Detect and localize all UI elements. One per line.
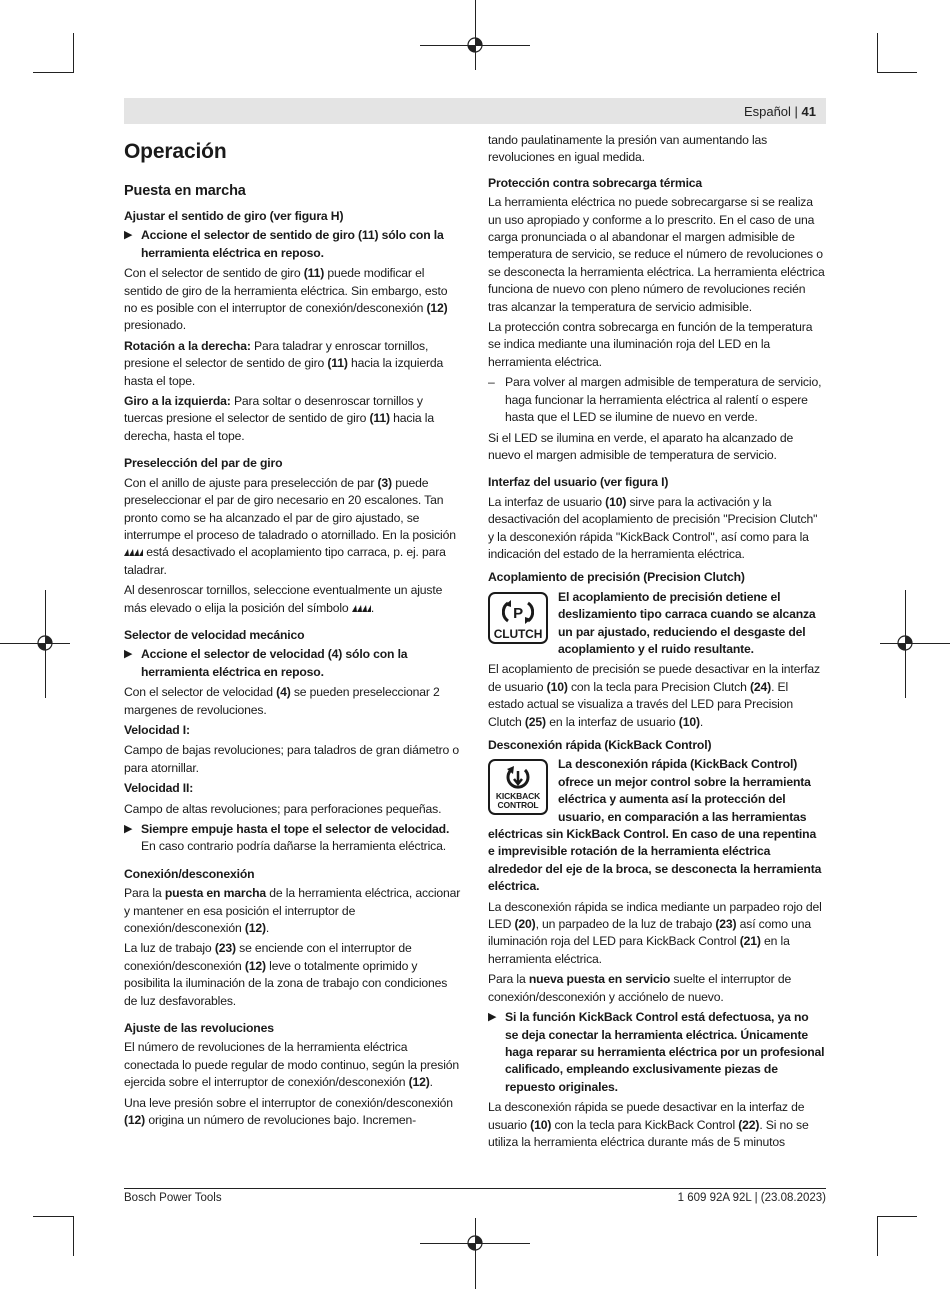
paragraph: La herramienta eléctrica no puede sobrecargarse si se realiza un uso apropiado y conforme a lo prescrito. En el caso de una carga pronunciada o al abandonar el margen admisible de temperatura de servicio, se reduce el número de revoluciones o se desconecta la herramienta eléctrica. La herramienta eléctrica funciona de nuevo con pleno número de revoluciones recién tras alcanzar la temperatura de servicio admisible. <box>488 195 825 314</box>
crop-mark <box>880 643 950 644</box>
page-title: Operación <box>124 140 227 163</box>
crop-mark <box>877 1216 878 1256</box>
paragraph: Campo de bajas revoluciones; para taladros de gran diámetro o para atornillar. <box>124 743 460 775</box>
crop-mark <box>475 1218 476 1289</box>
clutch-icon-label: CLUTCH <box>493 626 543 641</box>
paragraph: La luz de trabajo (23) se enciende con el interruptor de conexión/desconexión (12) leve o totalmente oprimido y posibilita la iluminación de la zona de trabajo con condiciones de luz desfavorables. <box>124 941 448 1008</box>
section-heading: Puesta en marcha <box>124 183 246 199</box>
label: Velocidad I: <box>124 722 190 737</box>
crop-mark <box>877 72 917 73</box>
warning-bullet: ▶ Siempre empuje hasta el tope el selector de velocidad. En caso contrario podría dañarse la herramienta eléctrica. <box>124 821 461 856</box>
header-language: Español <box>743 104 791 119</box>
warning-bullet: ▶ Accione el selector de velocidad (4) sólo con la herramienta eléctrica en reposo. <box>124 646 461 681</box>
paragraph: Con el anillo de ajuste para preselección de par (3) puede preseleccionar el par de giro necesario en 20 escalones. Tan pronto como se ha alcanzado el par de giro ajustado, se interrumpe el proceso de taladrado o atornillado. En la posición está desactivado el acoplamiento tipo carraca, p. ej. para taladrar. <box>124 475 456 577</box>
registration-mark-icon <box>35 633 55 653</box>
left-column <box>124 132 461 1133</box>
clutch-info-block: P CLUTCH El acoplamiento de precisión detiene el deslizamiento tipo carraca cuando se alcanza un par ajustado, reduciendo el desgaste del acoplamiento y el ruido resultante. <box>488 589 825 659</box>
footer-rule <box>124 1188 826 1189</box>
subsection-heading: Acoplamiento de precisión (Precision Clutch) <box>488 570 745 585</box>
crop-mark <box>33 72 73 73</box>
registration-mark-icon <box>465 35 485 55</box>
crop-mark <box>33 1216 73 1217</box>
crop-mark <box>877 1216 917 1217</box>
paragraph: Si el LED se ilumina en verde, el aparato ha alcanzado de nuevo el margen admisible de temperatura de servicio. <box>488 430 794 462</box>
subsection-heading: Protección contra sobrecarga térmica <box>488 175 703 190</box>
paragraph: El acoplamiento de precisión se puede desactivar en la interfaz de usuario (10) con la tecla para Precision Clutch (24). El estado actual se visualiza a través del LED para Precision Clutch (25) en la interfaz de usuario (10). <box>488 662 821 729</box>
warning-bullet: ▶ Accione el selector de sentido de giro (11) sólo con la herramienta eléctrica en reposo. <box>124 227 461 262</box>
paragraph: Con el selector de sentido de giro (11) puede modificar el sentido de giro de la herramienta eléctrica. Sin embargo, esto no es posible con el interruptor de conexión/desconexión (12) presionado. <box>124 266 448 333</box>
paragraph: El número de revoluciones de la herramienta eléctrica conectada lo puede regular de modo continuo, según la presión ejercida sobre el interruptor de conexión/desconexión (12). <box>124 1040 460 1090</box>
subsection-heading: Preselección del par de giro <box>124 456 283 471</box>
subsection-heading: Ajustar el sentido de giro (ver figura H) <box>124 209 344 223</box>
paragraph: Para la puesta en marcha de la herramienta eléctrica, accionar y mantener en esa posición el interruptor de conexión/desconexión (12). <box>124 886 461 936</box>
page-number: 41 <box>801 104 816 119</box>
paragraph: Giro a la izquierda: Para soltar o desenroscar tornillos y tuercas presione el selector de sentido de giro (11) hacia la derecha, hasta el tope. <box>124 394 434 443</box>
right-column <box>488 132 825 1154</box>
paragraph: Campo de altas revoluciones; para perforaciones pequeñas. <box>124 801 442 816</box>
header-text: Español | 41 <box>743 104 816 119</box>
bullet-triangle-icon: ▶ <box>124 229 133 242</box>
subsection-heading: Conexión/desconexión <box>124 866 255 881</box>
kickback-icon-label: KICKBACK CONTROL <box>495 791 541 811</box>
drill-symbol-icon <box>124 548 143 557</box>
paragraph: La interfaz de usuario (10) sirve para la activación y la desactivación del acoplamiento de precisión "Precision Clutch" y la desconexión rápida "KickBack Control", así como para la indicación del estado de la herramienta eléctrica. <box>488 494 818 561</box>
registration-mark-icon <box>465 1233 485 1253</box>
warning-bullet: ▶ Si la función KickBack Control está defectuosa, ya no se deja conectar la herramienta eléctrica. Únicamente haga reparar su herramienta eléctrica por un profesional calificado, empleando exclusivamente piezas de repuesto originales. <box>488 1009 825 1096</box>
crop-mark <box>73 33 74 73</box>
bullet-triangle-icon: ▶ <box>124 823 133 835</box>
paragraph: Con el selector de velocidad (4) se pueden preseleccionar 2 margenes de revoluciones. <box>124 685 440 717</box>
kickback-info-block: KICKBACK CONTROL La desconexión rápida (KickBack Control) ofrece un mejor control sobre la herramienta eléctrica y aumenta así la protección del usuario, en comparación a las herramientas eléctricas sin KickBack Control. En caso de una repentina e imprevisible rotación de la herramienta eléctrica alrededor del eje de la broca, se desconecta la herramienta eléctrica. <box>488 757 822 894</box>
paragraph: Rotación a la derecha: Para taladrar y enroscar tornillos, presione el selector de sentido de giro (11) hacia la izquierda hasta el tope. <box>124 338 444 388</box>
subsection-heading: Desconexión rápida (KickBack Control) <box>488 738 712 752</box>
paragraph: La desconexión rápida se indica mediante un parpadeo rojo del LED (20), un parpadeo de la luz de trabajo (23) así como una iluminación roja del LED para KickBack Control (21) en la herramienta eléctrica. <box>488 899 822 966</box>
subsection-heading: Interfaz del usuario (ver figura I) <box>488 475 669 490</box>
paragraph: Una leve presión sobre el interruptor de conexión/desconexión (12) origina un número de revoluciones bajo. Incremen- <box>124 1095 453 1128</box>
dash-item: – Para volver al margen admisible de temperatura de servicio, haga funcionar la herramienta eléctrica al ralentí o espere hasta que el LED se ilumine de nuevo en verde. <box>488 375 822 425</box>
paragraph: Para la nueva puesta en servicio suelte el interruptor de conexión/desconexión y acciónelo de nuevo. <box>488 972 792 1004</box>
registration-mark-icon <box>895 633 915 653</box>
paragraph: Al desenroscar tornillos, seleccione eventualmente un ajuste más elevado o elija la posición del símbolo . <box>124 583 443 615</box>
crop-mark <box>73 1216 74 1256</box>
kickback-control-icon <box>488 759 548 815</box>
crop-mark <box>877 33 878 73</box>
bullet-triangle-icon: ▶ <box>124 648 133 661</box>
drill-symbol-icon <box>352 604 371 613</box>
bullet-triangle-icon: ▶ <box>488 1011 497 1024</box>
paragraph: tando paulatinamente la presión van aumentando las revoluciones en igual medida. <box>488 133 768 165</box>
footer-doc-id: 1 609 92A 92L | (23.08.2023) <box>677 1192 826 1204</box>
subsection-heading: Selector de velocidad mecánico <box>124 627 305 642</box>
page-header <box>124 98 826 124</box>
label: Velocidad II: <box>124 781 194 796</box>
precision-clutch-icon <box>488 592 548 644</box>
paragraph: La protección contra sobrecarga en función de la temperatura se indica mediante una iluminación roja del LED en la herramienta eléctrica. <box>488 320 813 369</box>
footer-brand: Bosch Power Tools <box>124 1192 222 1204</box>
subsection-heading: Ajuste de las revoluciones <box>124 1021 274 1036</box>
paragraph: La desconexión rápida se puede desactivar en la interfaz de usuario (10) con la tecla para KickBack Control (22). Si no se utiliza la herramienta eléctrica durante más de 5 minutos <box>488 1100 809 1149</box>
svg-text:P: P <box>513 604 523 622</box>
